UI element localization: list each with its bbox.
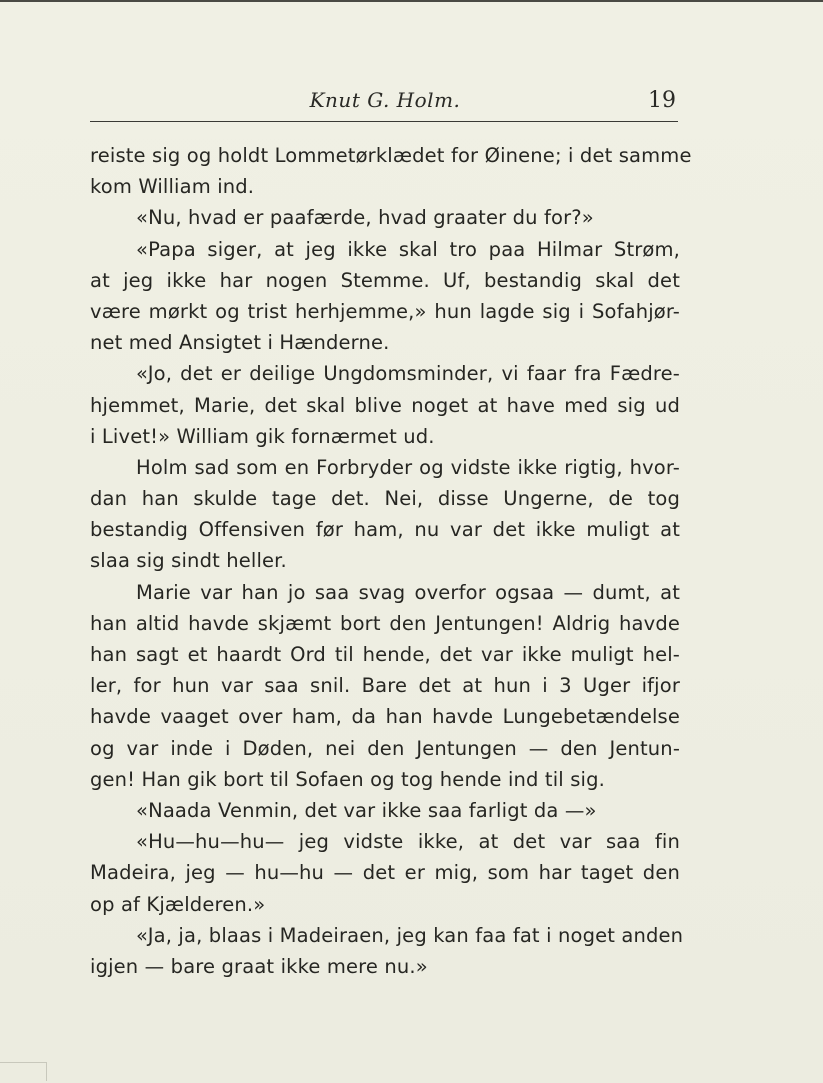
text-line: Holm sad som en Forbryder og vidste ikke rigtig, hvor- (136, 455, 680, 479)
text-line: op af Kjælderen.» (90, 892, 266, 916)
text-line: hjemmet, Marie, det skal blive noget at have med sig ud (90, 393, 680, 417)
text-line: havde vaaget over ham, da han havde Lungebetændelse (90, 705, 680, 729)
text-line: «Ja, ja, blaas i Madeiraen, jeg kan faa fat i noget anden (136, 923, 684, 947)
page-number: 19 (648, 88, 676, 113)
text-line: «Naada Venmin, det var ikke saa farligt da —» (136, 798, 597, 822)
running-header (90, 88, 680, 120)
text-line: han altid havde skjæmt bort den Jentungen! Aldrig havde (90, 611, 680, 635)
text-line: kom William ind. (90, 175, 255, 199)
text-line: og var inde i Døden, nei den Jentungen — den Jentun- (90, 736, 680, 760)
text-line: slaa sig sindt heller. (90, 549, 287, 573)
text-line: igjen — bare graat ikke mere nu.» (90, 954, 428, 978)
text-line: net med Ansigtet i Hænderne. (90, 331, 390, 355)
text-line: dan han skulde tage det. Nei, disse Ungerne, de tog (90, 487, 680, 511)
scan-top-edge (0, 0, 823, 2)
body-text (90, 140, 692, 982)
text-line: være mørkt og trist herhjemme,» hun lagde sig i Sofahjør- (90, 299, 680, 323)
text-line: gen! Han gik bort til Sofaen og tog hende ind til sig. (90, 767, 605, 791)
running-title: Knut G. Holm. (309, 88, 461, 112)
text-line: han sagt et haardt Ord til hende, det var ikke muligt hel- (90, 643, 680, 666)
text-line: i Livet!» William gik fornærmet ud. (90, 424, 435, 448)
text-line: «Hu—hu—hu— jeg vidste ikke, at det var saa fin (136, 830, 680, 854)
text-line: «Papa siger, at jeg ikke skal tro paa Hilmar Strøm, (136, 237, 680, 261)
header-rule (90, 121, 678, 122)
text-line: reiste sig og holdt Lommetørklædet for Øinene; i det samme (90, 144, 692, 167)
text-line: Marie var han jo saa svag overfor ogsaa — dumt, at (136, 580, 680, 604)
text-line: «Nu, hvad er paafærde, hvad graater du for?» (136, 206, 594, 230)
text-line: ler, for hun var saa snil. Bare det at hun i 3 Uger ifjor (90, 674, 680, 698)
text-line: bestandig Offensiven før ham, nu var det ikke muligt at (90, 518, 680, 542)
text-line: «Jo, det er deilige Ungdomsminder, vi faar fra Fædre- (136, 362, 680, 386)
scan-corner-mark (0, 1062, 47, 1081)
text-line: at jeg ikke har nogen Stemme. Uf, bestandig skal det (90, 268, 680, 292)
text-line: Madeira, jeg — hu—hu — det er mig, som har taget den (90, 861, 680, 885)
